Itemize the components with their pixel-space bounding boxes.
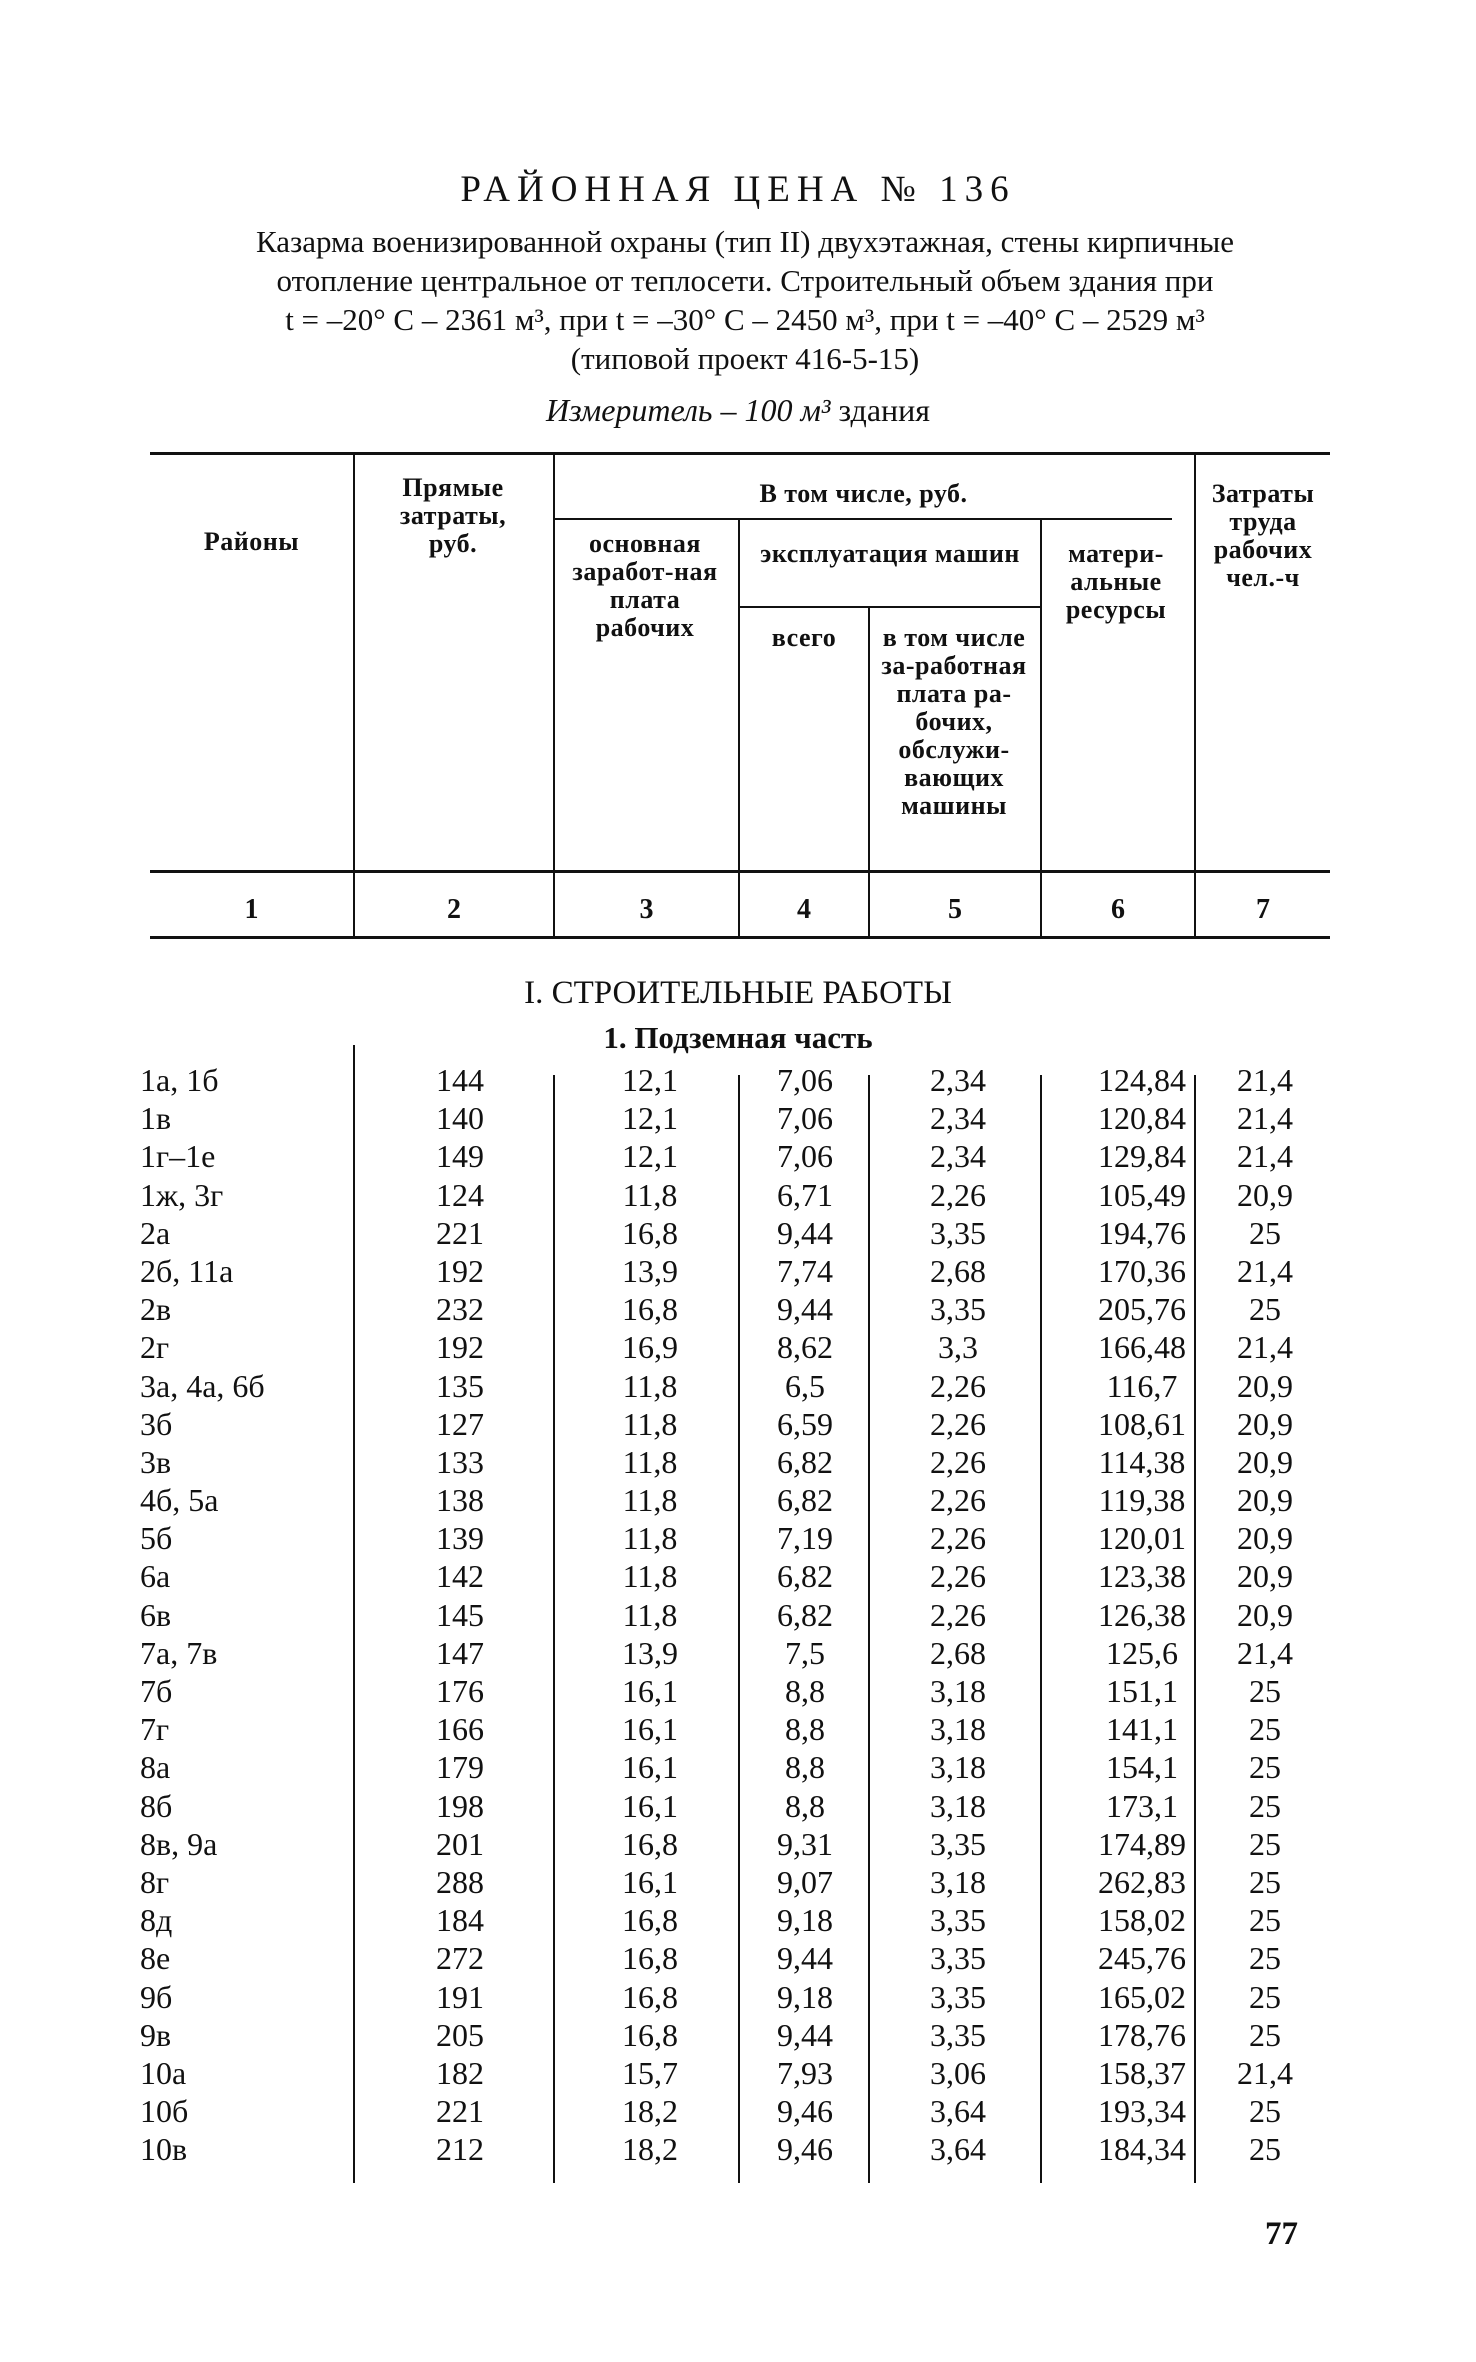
column-number: 5 bbox=[948, 894, 962, 925]
labor-cell: 21,4 bbox=[1237, 1062, 1293, 1098]
table-body bbox=[0, 1062, 1476, 2169]
base-wages-cell: 11,8 bbox=[622, 1443, 678, 1480]
materials-cell: 119,38 bbox=[1098, 1482, 1186, 1519]
column-number: 6 bbox=[1111, 894, 1125, 925]
machines-total-cell: 6,82 bbox=[777, 1443, 833, 1480]
direct-costs-cell: 221 bbox=[436, 2093, 484, 2130]
district-cell: 1г–1е bbox=[140, 1138, 216, 1175]
labor-cell: 21,4 bbox=[1237, 2054, 1293, 2091]
district-cell: 2в bbox=[140, 1291, 172, 1328]
materials-cell: 178,76 bbox=[1098, 2016, 1186, 2053]
base-wages-cell: 11,8 bbox=[622, 1596, 678, 1633]
machines-total-cell: 6,82 bbox=[777, 1596, 833, 1633]
table-row bbox=[0, 1979, 1476, 2017]
table-row bbox=[0, 1673, 1476, 1711]
district-cell: 8е bbox=[140, 1940, 171, 1977]
machine-wages-cell: 3,35 bbox=[930, 1940, 986, 1977]
materials-cell: 262,83 bbox=[1098, 1863, 1186, 1900]
base-wages-cell: 11,8 bbox=[622, 1405, 678, 1442]
table-row bbox=[0, 1711, 1476, 1749]
labor-cell: 25 bbox=[1249, 2016, 1281, 2053]
machine-wages-cell: 2,26 bbox=[930, 1482, 986, 1519]
direct-costs-cell: 192 bbox=[436, 1329, 484, 1366]
table-row bbox=[0, 1826, 1476, 1864]
machines-total-cell: 9,44 bbox=[777, 1214, 833, 1251]
direct-costs-cell: 127 bbox=[436, 1405, 484, 1442]
machines-total-cell: 8,8 bbox=[785, 1711, 825, 1748]
machine-wages-cell: 2,68 bbox=[930, 1634, 986, 1671]
direct-costs-cell: 149 bbox=[436, 1138, 484, 1175]
group-rule bbox=[555, 518, 1172, 520]
materials-cell: 123,38 bbox=[1098, 1558, 1186, 1595]
col-divider bbox=[738, 518, 740, 936]
materials-cell: 154,1 bbox=[1106, 1749, 1178, 1786]
page-number: 77 bbox=[1265, 2216, 1298, 2252]
district-cell: 9в bbox=[140, 2016, 172, 2053]
machines-total-cell: 8,8 bbox=[785, 1749, 825, 1786]
machine-wages-cell: 2,26 bbox=[930, 1176, 986, 1213]
materials-cell: 108,61 bbox=[1098, 1405, 1186, 1442]
table-row bbox=[0, 1558, 1476, 1596]
machines-rule bbox=[740, 606, 1040, 608]
base-wages-cell: 16,8 bbox=[622, 1214, 678, 1251]
direct-costs-cell: 140 bbox=[436, 1100, 484, 1137]
machine-wages-cell: 2,26 bbox=[930, 1405, 986, 1442]
machine-wages-cell: 3,18 bbox=[930, 1673, 986, 1709]
table-row bbox=[0, 2055, 1476, 2093]
machines-total-cell: 6,82 bbox=[777, 1558, 833, 1595]
machines-total-cell: 7,74 bbox=[777, 1252, 833, 1289]
direct-costs-cell: 182 bbox=[436, 2054, 484, 2091]
table-row bbox=[0, 1788, 1476, 1826]
base-wages-cell: 11,8 bbox=[622, 1367, 678, 1404]
district-cell: 9б bbox=[140, 1978, 173, 2015]
machines-total-cell: 9,46 bbox=[777, 2093, 833, 2130]
machine-wages-cell: 3,64 bbox=[930, 2131, 986, 2168]
machines-total-cell: 9,18 bbox=[777, 1978, 833, 2015]
table-row bbox=[0, 1291, 1476, 1329]
machine-wages-cell: 3,64 bbox=[930, 2093, 986, 2130]
materials-cell: 194,76 bbox=[1098, 1214, 1186, 1251]
machine-wages-cell: 3,35 bbox=[930, 2016, 986, 2053]
labor-cell: 21,4 bbox=[1237, 1252, 1293, 1289]
district-cell: 4б, 5а bbox=[140, 1482, 219, 1519]
direct-costs-cell: 288 bbox=[436, 1863, 484, 1900]
header-machine-wages: в том числе за-работная плата ра-бочих, обслужи-вающих машины bbox=[881, 623, 1027, 820]
labor-cell: 25 bbox=[1249, 1863, 1281, 1900]
machines-total-cell: 6,5 bbox=[785, 1367, 825, 1404]
labor-cell: 20,9 bbox=[1237, 1176, 1293, 1213]
machines-total-cell: 8,8 bbox=[785, 1787, 825, 1824]
district-cell: 10в bbox=[140, 2131, 188, 2168]
machine-wages-cell: 3,18 bbox=[930, 1749, 986, 1786]
machine-wages-cell: 3,18 bbox=[930, 1711, 986, 1748]
header-machines-total: всего bbox=[771, 623, 837, 652]
table-row bbox=[0, 1749, 1476, 1787]
labor-cell: 25 bbox=[1249, 1291, 1281, 1328]
direct-costs-cell: 201 bbox=[436, 1825, 484, 1862]
base-wages-cell: 16,1 bbox=[622, 1749, 678, 1786]
labor-cell: 21,4 bbox=[1237, 1138, 1293, 1175]
base-wages-cell: 16,1 bbox=[622, 1673, 678, 1709]
machines-total-cell: 7,93 bbox=[777, 2054, 833, 2091]
machines-total-cell: 8,62 bbox=[777, 1329, 833, 1366]
column-number: 2 bbox=[447, 894, 461, 925]
machines-total-cell: 6,71 bbox=[777, 1176, 833, 1213]
materials-cell: 245,76 bbox=[1098, 1940, 1186, 1977]
district-cell: 7а, 7в bbox=[140, 1634, 218, 1671]
numbers-bottom-rule bbox=[150, 936, 1330, 939]
subtitle-line: отопление центральное от теплосети. Строительный объем здания при bbox=[276, 263, 1214, 298]
materials-cell: 105,49 bbox=[1098, 1176, 1186, 1213]
materials-cell: 126,38 bbox=[1098, 1596, 1186, 1633]
materials-cell: 151,1 bbox=[1106, 1673, 1178, 1709]
machines-total-cell: 7,06 bbox=[777, 1062, 833, 1098]
measure-tail: здания bbox=[830, 392, 930, 428]
direct-costs-cell: 272 bbox=[436, 1940, 484, 1977]
table-row bbox=[0, 1902, 1476, 1940]
direct-costs-cell: 192 bbox=[436, 1252, 484, 1289]
base-wages-cell: 18,2 bbox=[622, 2093, 678, 2130]
section-title: I. СТРОИТЕЛЬНЫЕ РАБОТЫ bbox=[524, 975, 952, 1011]
machine-wages-cell: 3,18 bbox=[930, 1863, 986, 1900]
labor-cell: 25 bbox=[1249, 1673, 1281, 1709]
labor-cell: 21,4 bbox=[1237, 1100, 1293, 1137]
table-row bbox=[0, 1597, 1476, 1635]
direct-costs-cell: 135 bbox=[436, 1367, 484, 1404]
table-row bbox=[0, 1482, 1476, 1520]
machines-total-cell: 9,44 bbox=[777, 1291, 833, 1328]
base-wages-cell: 12,1 bbox=[622, 1062, 678, 1098]
district-cell: 1ж, 3г bbox=[140, 1176, 224, 1213]
materials-cell: 165,02 bbox=[1098, 1978, 1186, 2015]
materials-cell: 120,01 bbox=[1098, 1520, 1186, 1557]
labor-cell: 25 bbox=[1249, 1787, 1281, 1824]
district-cell: 10б bbox=[140, 2093, 189, 2130]
base-wages-cell: 18,2 bbox=[622, 2131, 678, 2168]
machines-total-cell: 9,44 bbox=[777, 2016, 833, 2053]
materials-cell: 158,02 bbox=[1098, 1902, 1186, 1939]
district-cell: 10а bbox=[140, 2054, 187, 2091]
district-cell: 8г bbox=[140, 1863, 170, 1900]
direct-costs-cell: 139 bbox=[436, 1520, 484, 1557]
machine-wages-cell: 3,35 bbox=[930, 1978, 986, 2015]
machine-wages-cell: 2,34 bbox=[930, 1138, 986, 1175]
machines-total-cell: 9,44 bbox=[777, 1940, 833, 1977]
labor-cell: 20,9 bbox=[1237, 1596, 1293, 1633]
col-divider bbox=[868, 606, 870, 936]
materials-cell: 184,34 bbox=[1098, 2131, 1186, 2168]
table-row bbox=[0, 1215, 1476, 1253]
table-row bbox=[0, 2093, 1476, 2131]
base-wages-cell: 16,8 bbox=[622, 1902, 678, 1939]
materials-cell: 170,36 bbox=[1098, 1252, 1186, 1289]
labor-cell: 20,9 bbox=[1237, 1520, 1293, 1557]
table-row bbox=[0, 1253, 1476, 1291]
district-cell: 2г bbox=[140, 1329, 170, 1366]
labor-cell: 25 bbox=[1249, 1978, 1281, 2015]
machine-wages-cell: 3,18 bbox=[930, 1787, 986, 1824]
labor-cell: 20,9 bbox=[1237, 1367, 1293, 1404]
column-number: 3 bbox=[639, 894, 654, 925]
table-top-rule bbox=[150, 452, 1330, 455]
district-cell: 7б bbox=[140, 1673, 173, 1709]
table-row bbox=[0, 1062, 1476, 1100]
table-row bbox=[0, 1368, 1476, 1406]
base-wages-cell: 11,8 bbox=[622, 1482, 678, 1519]
column-number: 4 bbox=[797, 894, 811, 925]
labor-cell: 20,9 bbox=[1237, 1558, 1293, 1595]
table-row bbox=[0, 1406, 1476, 1444]
base-wages-cell: 15,7 bbox=[622, 2054, 678, 2091]
measure-unit bbox=[0, 392, 1476, 429]
district-cell: 2а bbox=[140, 1214, 171, 1251]
table-row bbox=[0, 2017, 1476, 2055]
materials-cell: 174,89 bbox=[1098, 1825, 1186, 1862]
labor-cell: 20,9 bbox=[1237, 1482, 1293, 1519]
machine-wages-cell: 2,26 bbox=[930, 1443, 986, 1480]
district-cell: 1а, 1б bbox=[140, 1062, 219, 1098]
column-number: 1 bbox=[244, 894, 259, 925]
base-wages-cell: 12,1 bbox=[622, 1138, 678, 1175]
direct-costs-cell: 232 bbox=[436, 1291, 484, 1328]
materials-cell: 166,48 bbox=[1098, 1329, 1186, 1366]
district-cell: 8б bbox=[140, 1787, 173, 1824]
direct-costs-cell: 142 bbox=[436, 1558, 484, 1595]
base-wages-cell: 16,1 bbox=[622, 1711, 678, 1748]
base-wages-cell: 16,8 bbox=[622, 1978, 678, 2015]
table-row bbox=[0, 1940, 1476, 1978]
district-cell: 1в bbox=[140, 1100, 172, 1137]
labor-cell: 25 bbox=[1249, 1749, 1281, 1786]
base-wages-cell: 16,8 bbox=[622, 1291, 678, 1328]
direct-costs-cell: 198 bbox=[436, 1787, 484, 1824]
labor-cell: 20,9 bbox=[1237, 1443, 1293, 1480]
table-row bbox=[0, 1177, 1476, 1215]
table-row bbox=[0, 1100, 1476, 1138]
direct-costs-cell: 205 bbox=[436, 2016, 484, 2053]
labor-cell: 25 bbox=[1249, 1940, 1281, 1977]
machines-total-cell: 7,5 bbox=[785, 1634, 825, 1671]
subsection-title: 1. Подземная часть bbox=[603, 1020, 873, 1055]
machine-wages-cell: 2,26 bbox=[930, 1596, 986, 1633]
direct-costs-cell: 221 bbox=[436, 1214, 484, 1251]
header-including-group: В том числе, руб. bbox=[759, 479, 968, 508]
header-districts: Районы bbox=[203, 527, 300, 556]
materials-cell: 124,84 bbox=[1098, 1062, 1186, 1098]
machines-total-cell: 9,18 bbox=[777, 1902, 833, 1939]
header-materials: матери-альные ресурсы bbox=[1065, 539, 1167, 624]
base-wages-cell: 13,9 bbox=[622, 1634, 678, 1671]
direct-costs-cell: 124 bbox=[436, 1176, 484, 1213]
direct-costs-cell: 179 bbox=[436, 1749, 484, 1786]
base-wages-cell: 16,1 bbox=[622, 1787, 678, 1824]
machine-wages-cell: 2,68 bbox=[930, 1252, 986, 1289]
district-cell: 3в bbox=[140, 1443, 172, 1480]
machine-wages-cell: 3,3 bbox=[938, 1329, 978, 1366]
machine-wages-cell: 2,26 bbox=[930, 1520, 986, 1557]
direct-costs-cell: 138 bbox=[436, 1482, 484, 1519]
labor-cell: 25 bbox=[1249, 1711, 1281, 1748]
labor-cell: 21,4 bbox=[1237, 1634, 1293, 1671]
labor-cell: 25 bbox=[1249, 1902, 1281, 1939]
base-wages-cell: 16,1 bbox=[622, 1863, 678, 1900]
district-cell: 6а bbox=[140, 1558, 171, 1595]
direct-costs-cell: 145 bbox=[436, 1596, 484, 1633]
subtitle-line: Казарма военизированной охраны (тип II) двухэтажная, стены кирпичные bbox=[255, 224, 1235, 259]
labor-cell: 20,9 bbox=[1237, 1405, 1293, 1442]
table-row bbox=[0, 1138, 1476, 1176]
col-divider bbox=[553, 452, 555, 936]
table-row bbox=[0, 1444, 1476, 1482]
direct-costs-cell: 191 bbox=[436, 1978, 484, 2015]
table-row bbox=[0, 1864, 1476, 1902]
base-wages-cell: 13,9 bbox=[622, 1252, 678, 1289]
machine-wages-cell: 2,34 bbox=[930, 1062, 986, 1098]
machines-total-cell: 8,8 bbox=[785, 1673, 825, 1709]
header-bottom-rule bbox=[150, 870, 1330, 873]
base-wages-cell: 16,8 bbox=[622, 1940, 678, 1977]
direct-costs-cell: 166 bbox=[436, 1711, 484, 1748]
direct-costs-cell: 176 bbox=[436, 1673, 484, 1709]
labor-cell: 25 bbox=[1249, 1214, 1281, 1251]
table-row bbox=[0, 1635, 1476, 1673]
direct-costs-cell: 212 bbox=[436, 2131, 484, 2168]
base-wages-cell: 12,1 bbox=[622, 1100, 678, 1137]
materials-cell: 205,76 bbox=[1098, 1291, 1186, 1328]
base-wages-cell: 16,9 bbox=[622, 1329, 678, 1366]
materials-cell: 114,38 bbox=[1098, 1443, 1186, 1480]
col-divider bbox=[1040, 518, 1042, 936]
header-machine-operation: эксплуатация машин bbox=[760, 539, 1020, 568]
materials-cell: 158,37 bbox=[1098, 2054, 1186, 2091]
materials-cell: 173,1 bbox=[1106, 1787, 1178, 1824]
machines-total-cell: 7,06 bbox=[777, 1100, 833, 1137]
machines-total-cell: 9,31 bbox=[777, 1825, 833, 1862]
column-number: 7 bbox=[1256, 894, 1270, 925]
machines-total-cell: 6,82 bbox=[777, 1482, 833, 1519]
machine-wages-cell: 3,06 bbox=[930, 2054, 986, 2091]
district-cell: 8а bbox=[140, 1749, 171, 1786]
machines-total-cell: 9,46 bbox=[777, 2131, 833, 2168]
direct-costs-cell: 147 bbox=[436, 1634, 484, 1671]
machines-total-cell: 6,59 bbox=[777, 1405, 833, 1442]
table-row bbox=[0, 2131, 1476, 2169]
machine-wages-cell: 2,26 bbox=[930, 1558, 986, 1595]
district-cell: 6в bbox=[140, 1596, 172, 1633]
table-row bbox=[0, 1520, 1476, 1558]
district-cell: 8д bbox=[140, 1902, 173, 1939]
direct-costs-cell: 144 bbox=[436, 1062, 484, 1098]
table-row bbox=[0, 1329, 1476, 1367]
base-wages-cell: 11,8 bbox=[622, 1520, 678, 1557]
subtitle-line: (типовой проект 416-5-15) bbox=[570, 341, 920, 376]
direct-costs-cell: 184 bbox=[436, 1902, 484, 1939]
machine-wages-cell: 2,26 bbox=[930, 1367, 986, 1404]
base-wages-cell: 16,8 bbox=[622, 1825, 678, 1862]
header-labor: Затраты труда рабочих чел.-ч bbox=[1211, 479, 1315, 592]
document-subtitle bbox=[140, 222, 1350, 378]
document-title: РАЙОННАЯ ЦЕНА № 136 bbox=[460, 169, 1016, 210]
machines-total-cell: 7,19 bbox=[777, 1520, 833, 1557]
header-direct-costs: Прямые затраты, руб. bbox=[399, 473, 507, 558]
labor-cell: 21,4 bbox=[1237, 1329, 1293, 1366]
district-cell: 3б bbox=[140, 1405, 173, 1442]
materials-cell: 141,1 bbox=[1106, 1711, 1178, 1748]
machine-wages-cell: 3,35 bbox=[930, 1902, 986, 1939]
machine-wages-cell: 2,34 bbox=[930, 1100, 986, 1137]
col-divider bbox=[353, 452, 355, 936]
machine-wages-cell: 3,35 bbox=[930, 1291, 986, 1328]
labor-cell: 25 bbox=[1249, 2093, 1281, 2130]
measure-label: Измеритель – 100 м³ bbox=[546, 392, 831, 428]
base-wages-cell: 16,8 bbox=[622, 2016, 678, 2053]
labor-cell: 25 bbox=[1249, 2131, 1281, 2168]
materials-cell: 120,84 bbox=[1098, 1100, 1186, 1137]
materials-cell: 125,6 bbox=[1106, 1634, 1178, 1671]
district-cell: 5б bbox=[140, 1520, 173, 1557]
header-base-wages: основная заработ-ная плата рабочих bbox=[572, 529, 718, 642]
district-cell: 8в, 9а bbox=[140, 1825, 218, 1862]
materials-cell: 193,34 bbox=[1098, 2093, 1186, 2130]
machine-wages-cell: 3,35 bbox=[930, 1214, 986, 1251]
machines-total-cell: 7,06 bbox=[777, 1138, 833, 1175]
machine-wages-cell: 3,35 bbox=[930, 1825, 986, 1862]
machines-total-cell: 9,07 bbox=[777, 1863, 833, 1900]
base-wages-cell: 11,8 bbox=[622, 1176, 678, 1213]
subtitle-line: t = –20° С – 2361 м³, при t = –30° С – 2450 м³, при t = –40° С – 2529 м³ bbox=[285, 302, 1205, 337]
district-cell: 7г bbox=[140, 1711, 170, 1748]
materials-cell: 129,84 bbox=[1098, 1138, 1186, 1175]
labor-cell: 25 bbox=[1249, 1825, 1281, 1862]
district-cell: 3а, 4а, 6б bbox=[140, 1367, 265, 1404]
direct-costs-cell: 133 bbox=[436, 1443, 484, 1480]
materials-cell: 116,7 bbox=[1106, 1367, 1178, 1404]
district-cell: 2б, 11а bbox=[140, 1252, 234, 1289]
base-wages-cell: 11,8 bbox=[622, 1558, 678, 1595]
